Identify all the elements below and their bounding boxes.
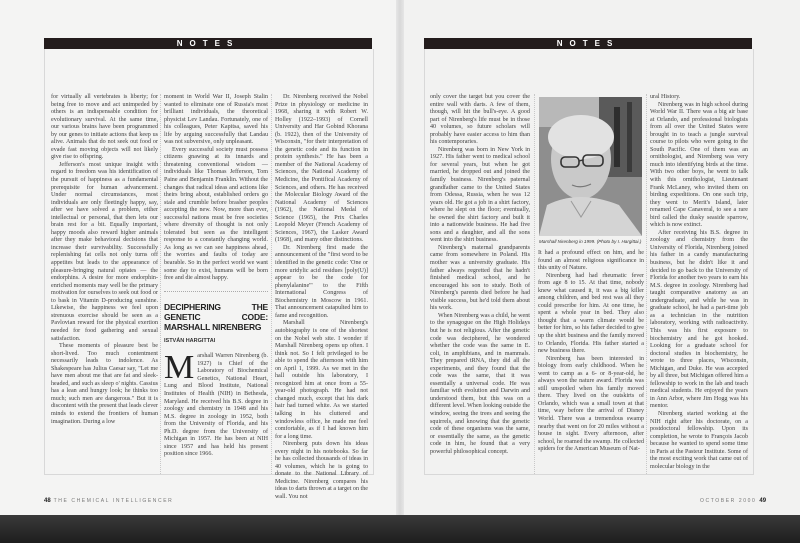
column-rule (534, 94, 535, 474)
right-column-3 (650, 94, 748, 471)
paragraph: Jefferson's most unique insight with regard to freedom was his identification of the pursuit of happiness as a fundamental prerequisite for human advancement. Under normal circumstances, most individuals are only fleetingly happy, say, after we have solved a problem, either intellectual or personal, that then lets our brain rest for a bit. Equally important, happy moods also reward higher animals after they make behavioral decisions that increase their survivability. Successfully replenishing fat cells not only turns off appetites but leads to the appearance of pleasure-bringing natural opiates — the endorphins. A desire for more endorphin-enriched moments may well be the primary motivation for ourselves to seek out food or to bask in Vitamin D-producing sunshine. Likewise, the happiness we feel upon strenuous exercise should be seen as a Pavlovian reward for the physical exertion needed for food gathering and sexual satisfaction. (51, 161, 158, 342)
paragraph: only cover the target but you cover the entire wall with darts. A few of them, though, will hit the bull's-eye. A good part of Nirenberg's life must be in those 40 volumes, so future scholars will probably have easier access to him than his contemporaries. (430, 94, 530, 146)
left-column-3 (275, 94, 368, 502)
paragraph: After receiving his B.S. degree in zoology and chemistry from the University of Florida, Nirenberg joined his father in a candy manufacturing business, but he didn't like it and decided to go back to the University of Florida for another two years to earn his M.S. degree in zoology. Nirenberg had taught comparative anatomy as an undergraduate, and while he was in graduate school, he had a part-time job as a technician in the nutrition laboratory, working with radioactivity. This was his first exposure to biochemistry and he got hooked. Looking for a graduate school for doctoral studies in biochemistry, he wrote to three places, Wisconsin, Michigan, and Duke. He was accepted by all three, but Michigan offered him a fellowship to work in the lab and teach medical students. He enjoyed the years in Ann Arbor, where Jim Hogg was his mentor. (650, 229, 748, 410)
article-byline: ISTVÁN HARGITTAI (164, 337, 216, 344)
paragraph: It had a profound effect on him, and he found an almost religious significance in this unity of Nature. (538, 250, 644, 272)
paragraph: When Nirenberg was a child, he went to the synagogue on the High Holidays but he is not religious. After the genetic code was deciphered, he wondered whether the code was the same in E. coli, in amphibians, and in mammals. They prepared tRNA, they did all the experiments, and they found that the code was the same, that it was essentially a universal code. He was familiar with evolution and Darwin and understood them, but this was on a different level. When looking outside the window, seeing the trees and seeing the squirrels, and knowing that the genetic code of these organisms was the same, or essentially the same, as the genetic code in him, he found that a very powerful philosophical concept. (430, 312, 530, 455)
portrait-photo (539, 97, 642, 236)
page-gutter (396, 0, 404, 515)
article-lead (164, 349, 268, 459)
paragraph: Nirenberg puts down his ideas every night in his notebooks. So far he has collected thousands of ideas in 40 volumes, which he is going to donate to the National Library of Medicine. Nirenberg compares his ideas to darts thrown at a target on the wall. You not (275, 441, 368, 500)
paragraph: for virtually all vertebrates is liberty; for being free to move and act unimpeded by others is an indispensable condition for evolutionary survival. At the same time, our various brains have been programmed by our genes to initiate actions that keep us alive. Animals that do not seek out food or evade fast moving objects will not likely give rise to offspring. (51, 94, 158, 161)
column-rule (160, 94, 161, 474)
column-rule (271, 94, 272, 474)
page-number: 48 (44, 498, 51, 504)
paragraph: Dr. Nirenberg received the Nobel Prize in physiology or medicine in 1968, sharing it with Robert W. Holley (1922–1993) of Cornell University and Har Gobind Khorana (b. 1922), then of the University of Wisconsin, "for their interpretation of the genetic code and its function in protein synthesis." He has been a member of the National Academy of Sciences, the National Academy of Medicine, the Pontifical Academy of Sciences, and others. He has received the Molecular Biology Award of the National Academy of Sciences (1962), the National Medal of Science (1965), the Prix Charles Leopold Meyer (French Academy of Sciences, 1967), the Lasker Award (1968), and many other distinctions. (275, 94, 368, 244)
paragraph: Nirenberg's maternal grandparents came from somewhere in Poland. His mother was a university graduate. His father always regretted that he hadn't finished medical school, and he encouraged his son to study. Both of Nirenberg's parents died before he had visible success, but he'd told them about his work. (430, 244, 530, 312)
background-surface (0, 515, 800, 543)
right-column-1 (430, 94, 530, 456)
section-header-left (44, 38, 372, 49)
paragraph: moment in World War II, Joseph Stalin wanted to eliminate one of Russia's most brilliant individuals, the theoretical physicist Lev Landau. Fortunately, one of his colleagues, Peter Kapitsa, saved his life by arguing successfully that Landau was not subversive, only unpleasant. (164, 94, 268, 146)
paragraph: Nirenberg was in high school during World War II. There was a big air base at Orlando, and professional biologists from all over the United States were brought in to teach a jungle survival course to pilots who were going to the South Pacific. One of them was an ornithologist, and Nirenberg was very much into identifying birds at the time. With two other boys, he went to talk with this ornithologist, Lieutenant Frank McLaney, who invited them on birding expeditions. On one such trip, they went to Merit's Island, later renamed Cape Canaveral, to see a rare bird called the dusky seaside sparrow, which is now extinct. (650, 101, 748, 229)
magazine-name: THE CHEMICAL INTELLIGENCER (53, 498, 174, 504)
lead-text: arshall Warren Nirenberg (b. 1927) is Chief of the Laboratory of Biochemical Genetics, National Heart, Lung and Blood Institute, National Institutes of Health (NIH) in Bethesda, Maryland. He received his B.S. degree in zoology and chemistry in 1948 and his M.S. degree in zoology in 1952, both from the University of Florida, and his Ph.D. degree from the University of Michigan in 1957. He has been at NIH since 1957 and has held his present position since 1966. (164, 353, 268, 458)
section-label: NOTES (176, 39, 240, 48)
right-column-2 (538, 250, 644, 454)
paragraph: Dr. Nirenberg first made the announcement of the "first word to be identified in the genetic code: 'One or more uridylic acid residues [poly(U)] appear to be the code for phenylalanine'" to the Fifth International Congress of Biochemistry in Moscow in 1961. That announcement catapulted him to fame and recognition. (275, 244, 368, 319)
paragraph: Nirenberg started working at the NIH right after his doctorate, on a postdoctoral fellowship. Upon its completion, he wrote to François Jacob because he wanted to spend some time in Paris at the Pasteur Institute. Some of the most exciting work that came out of molecular biology in the (650, 410, 748, 470)
column-rule (646, 94, 647, 474)
paragraph: Marshall Nirenberg's autobiography is one of the shortest on the Nobel web site. I wonder if Marshall Nirenberg opens up often. I think not. So I felt privileged to be able to spend the afternoon with him on April 1, 1999. As we met in the hall outside his laboratory, I recognized him at once from a 55-year-old photograph. He had not changed much, except that his dark hair had turned white. As we started talking in his cluttered and windowless office, he made me feel comfortable, as if I had known him for a long time. (275, 320, 368, 440)
section-header-right (424, 38, 752, 49)
drop-cap: M (164, 349, 195, 387)
article-title: DECIPHERING THE GENETIC CODE: MARSHALL NIRENBERG (164, 301, 268, 332)
paragraph: Nirenberg was born in New York in 1927. His father went to medical school for several years, but when he got married, he dropped out and joined the family business. Nirenberg's paternal grandfather came to the United States from Odessa, Russia, when he was 12 years old. He got a job in a shirt factory, where he slept on the floor; eventually, he owned the shirt factory and built it into a nationwide business. He had five sons and a daughter, and all the sons went into the shirt business. (430, 146, 530, 244)
page-number: 49 (759, 498, 767, 504)
left-column-2 (164, 94, 268, 459)
paragraph: Nirenberg has been interested in biology from early childhood. When he went to camp as a 6- or 8-year-old, he always won the nature award. Florida was still unspoiled when his family moved there. They lived on the outskirts of Orlando, which was a small town at that time, way before the arrival of Disney World. There was a tremendous swamp nearby that went on for 20 miles without a house in sight. Every afternoon, after school, he roamed the swamp. He collected spiders for the American Museum of Nat- (538, 355, 644, 453)
portrait-image (539, 97, 642, 236)
folio-left (44, 498, 173, 504)
left-column-1 (51, 94, 158, 426)
photo-caption: Marshall Nirenberg in 1999. (Photo by I. Hargittai.) (539, 239, 642, 244)
issue-date: OCTOBER 2000 (700, 498, 757, 504)
paragraph: Every successful society must possess citizens gnawing at its innards and threatening conventional wisdom — individuals like Thomas Jefferson, Tom Paine and Benjamin Franklin. Without the changes that radical ideas and actions like theirs bring about, established orders go stale and crumble before brasher peoples accepting the new. Now, more than ever, successful nations must be free societies where diversity of thought is not only tolerated but seen as the intelligent response to a constantly changing world. As long as we can see happiness ahead, the worries and faults of today are bearable. So in the perfect world we want some day to exist, humans will be born free and die almost happy. (164, 146, 268, 282)
article-separator (164, 291, 268, 292)
paragraph: These moments of pleasure best be short-lived. Too much contentment necessarily leads to indolence. As Shakespeare has Julius Caesar say, "Let me have men about me that are fat and sleek-headed, and such as sleep o' nights. Cassius has a lean and hungry look; he thinks too much; such men are dangerous." But it is discontent with the present that leads clever minds to extend the frontiers of human imagination. During a low (51, 343, 158, 425)
section-label: NOTES (556, 39, 620, 48)
paragraph: Nirenberg had had rheumatic fever from age 8 to 15. At that time, nobody knew what caused it, it was a big killer among children, and bed rest was all they could prescribe for him. At one time, he spent a whole year in bed. They also thought that a warm climate would be better for him, so his father decided to give up the shirt business and the family moved to Orlando, Florida. His father started a new business there. (538, 272, 644, 355)
folio-right (700, 498, 766, 504)
paragraph: ural History. (650, 94, 681, 100)
